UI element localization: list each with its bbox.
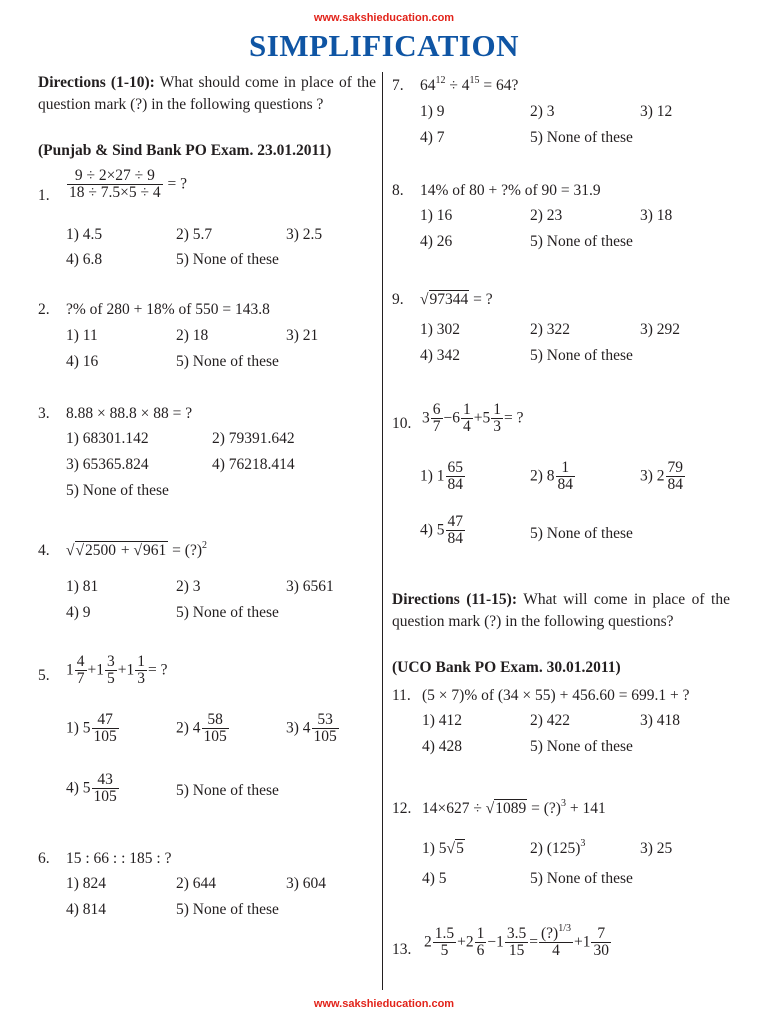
q9-expression: √97344 = ?: [420, 291, 493, 308]
q11-option-4: 4) 428: [422, 738, 463, 755]
q11-expression: (5 × 7)% of (34 × 55) + 456.60 = 699.1 + ?: [422, 687, 690, 704]
q7-number: 7.: [392, 77, 404, 94]
q5-number: 5.: [38, 667, 50, 684]
q3-option-1: 1) 68301.142: [66, 430, 149, 447]
q9-number: 9.: [392, 291, 404, 308]
q2-option-2: 2) 18: [176, 327, 209, 344]
q12-option-1: 1) 5√5: [422, 840, 464, 857]
q1-number: 1.: [38, 187, 50, 204]
q4-option-5: 5) None of these: [176, 604, 279, 621]
q11-option-1: 1) 412: [422, 712, 463, 729]
q5-option-1: 1) 5 $\frac{47}{105}$: [66, 711, 117, 746]
q5-option-5: 5) None of these: [176, 782, 279, 799]
q6-expression: 15 : 66 : : 185 : ?: [66, 850, 172, 867]
q2-expression: ?% of 280 + 18% of 550 = 143.8: [66, 301, 270, 318]
q7-option-2: 2) 3: [530, 103, 555, 120]
q10-option-1: 1) 1 $\frac{65}{84}$: [420, 459, 464, 494]
q5-option-2: 2) 4 $\frac{58}{105}$: [176, 711, 227, 746]
q6-option-2: 2) 644: [176, 875, 217, 892]
q4-expression: √√2500 + √961 = (?)$^2$: [66, 540, 207, 559]
q2-number: 2.: [38, 301, 50, 318]
q7-option-1: 1) 9: [420, 103, 445, 120]
q6-option-1: 1) 824: [66, 875, 107, 892]
q8-option-2: 2) 23: [530, 207, 563, 224]
q7-expression: $64^{12} \div 4^{15} = 64$?: [420, 75, 519, 94]
q10-expression: 3 $\frac{6}{7}$ −6 $\frac{1}{4}$ +5 $\frac{1}{3}$ = ?: [422, 401, 524, 436]
q8-option-3: 3) 18: [640, 207, 673, 224]
q8-option-1: 1) 16: [420, 207, 453, 224]
q2-option-3: 3) 21: [286, 327, 319, 344]
q9-option-1: 1) 302: [420, 321, 461, 338]
q5-option-4: 4) 5 $\frac{43}{105}$: [66, 771, 117, 806]
q5-expression: 1 $\frac{4}{7}$ +1 $\frac{3}{5}$ +1 $\frac{1}{3}$ = ?: [66, 653, 168, 688]
q6-option-4: 4) 814: [66, 901, 107, 918]
q4-option-3: 3) 6561: [286, 578, 334, 595]
site-url-footer[interactable]: www.sakshieducation.com: [313, 998, 455, 1010]
q8-expression: 14% of 80 + ?% of 90 = 31.9: [420, 182, 601, 199]
q9-option-4: 4) 342: [420, 347, 461, 364]
q4-option-4: 4) 9: [66, 604, 91, 621]
directions-11-15: Directions (11-15): What will come in place of the question mark (?) in the following questions?: [392, 591, 730, 630]
q1-option-1: 1) 4.5: [66, 226, 103, 243]
q12-option-5: 5) None of these: [530, 870, 633, 887]
q3-option-5: 5) None of these: [66, 482, 169, 499]
q12-option-3: 3) 25: [640, 840, 673, 857]
q9-option-2: 2) 322: [530, 321, 571, 338]
q12-expression: 14×627 ÷ √1089 = (?)$^3$ + 141: [422, 798, 606, 817]
q6-option-5: 5) None of these: [176, 901, 279, 918]
q8-number: 8.: [392, 182, 404, 199]
column-divider: [382, 72, 383, 990]
q13-number: 13.: [392, 941, 412, 958]
q5-option-3: 3) 4 $\frac{53}{105}$: [286, 711, 337, 746]
q1-option-5: 5) None of these: [176, 251, 279, 268]
q3-number: 3.: [38, 405, 50, 422]
q3-option-4: 4) 76218.414: [212, 456, 295, 473]
q6-option-3: 3) 604: [286, 875, 327, 892]
q7-option-5: 5) None of these: [530, 129, 633, 146]
q7-option-3: 3) 12: [640, 103, 673, 120]
q8-option-5: 5) None of these: [530, 233, 633, 250]
q8-option-4: 4) 26: [420, 233, 453, 250]
site-url-header[interactable]: www.sakshieducation.com: [313, 12, 455, 24]
q2-option-4: 4) 16: [66, 353, 99, 370]
q11-option-3: 3) 418: [640, 712, 681, 729]
q11-option-5: 5) None of these: [530, 738, 633, 755]
q9-option-5: 5) None of these: [530, 347, 633, 364]
q12-number: 12.: [392, 800, 412, 817]
q2-option-5: 5) None of these: [176, 353, 279, 370]
q1-expression: $\frac{9 \div 2\times 27 \div 9}{18 \div 7.5\times 5 \div 4}$ = ?: [69, 167, 188, 202]
q3-expression: 8.88 × 88.8 × 88 = ?: [66, 405, 193, 422]
q1-option-2: 2) 5.7: [176, 226, 213, 243]
q3-option-3: 3) 65365.824: [66, 456, 149, 473]
q12-option-2: 2) $(125)^3$: [530, 838, 586, 857]
source-punjab-sind: (Punjab & Sind Bank PO Exam. 23.01.2011): [38, 142, 332, 159]
q3-option-2: 2) 79391.642: [212, 430, 295, 447]
q6-number: 6.: [38, 850, 50, 867]
q10-option-4: 4) 5 $\frac{47}{84}$: [420, 513, 464, 548]
q4-option-1: 1) 81: [66, 578, 99, 595]
page-title: SIMPLIFICATION: [249, 28, 519, 63]
q12-option-4: 4) 5: [422, 870, 447, 887]
directions-1-10: Directions (1-10): What should come in place of the question mark (?) in the following questions ?: [38, 74, 376, 113]
q10-option-2: 2) 8 $\frac{1}{84}$: [530, 459, 574, 494]
q1-option-4: 4) 6.8: [66, 251, 103, 268]
q2-option-1: 1) 11: [66, 327, 98, 344]
q13-expression: 2 $\frac{1.5}{5}$ +2 $\frac{1}{6}$ −1 $\frac{3.5}{15}$ = $\frac{(?)^{1/3}}{4}$ +1 $\frac{7}{30}$: [424, 923, 609, 960]
source-uco-bank: (UCO Bank PO Exam. 30.01.2011): [392, 659, 621, 676]
q10-number: 10.: [392, 415, 412, 432]
q10-option-5: 5) None of these: [530, 525, 633, 542]
q9-option-3: 3) 292: [640, 321, 681, 338]
q4-number: 4.: [38, 542, 50, 559]
q11-option-2: 2) 422: [530, 712, 571, 729]
q4-option-2: 2) 3: [176, 578, 201, 595]
q1-option-3: 3) 2.5: [286, 226, 323, 243]
q10-option-3: 3) 2 $\frac{79}{84}$: [640, 459, 684, 494]
q7-option-4: 4) 7: [420, 129, 445, 146]
q11-number: 11.: [392, 687, 411, 704]
